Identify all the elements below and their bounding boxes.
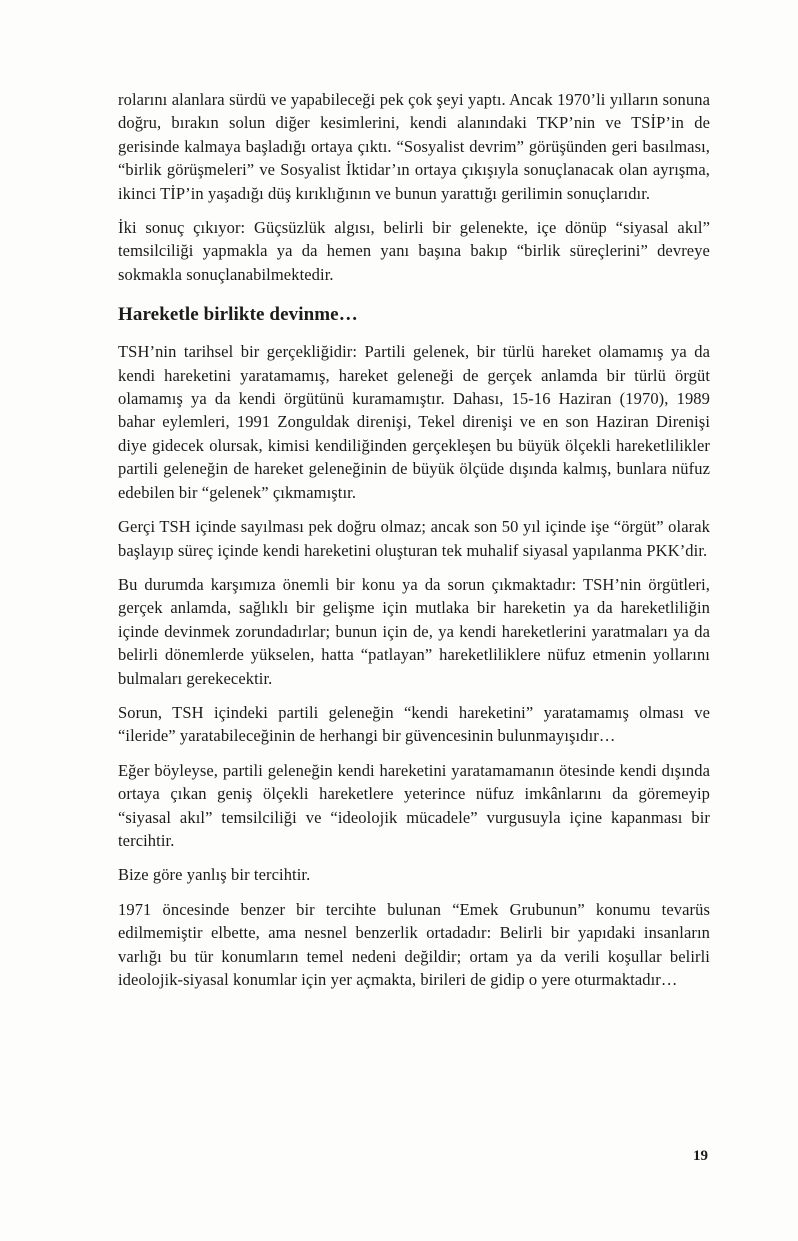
paragraph: Bu durumda karşımıza önemli bir konu ya da sorun çıkmaktadır: TSH’nin örgütleri, gerçek anlamda, sağlıklı bir gelişme için mutlaka bir hareketin ya da hareketliliğin içinde devinmek zorundadırlar; bunun için de, ya kendi hareketlerini yaratmaları ya da belirli dönemlerde yükselen, hatta “patlayan” hareketliliklere nüfuz etmenin yollarını bulmaları gerekecektir. (118, 574, 710, 688)
paragraph: Eğer böyleyse, partili geleneğin kendi hareketini yaratamamanın ötesinde kendi dışında ortaya çıkan geniş ölçekli hareketlere yeterince nüfuz imkânlarını da göremeyip “siyasal akıl” temsilciliği ve “ideolojik mücadele” vurgusuyla içine kapanması bir tercihtir. (118, 760, 710, 850)
paragraph: İki sonuç çıkıyor: Güçsüzlük algısı, belirli bir gelenekte, içe dönüp “siyasal akıl” temsilciliği yapmakla ya da hemen yanı başına bakıp “birlik süreçlerini” devreye sokmakla sonuçlanabilmektedir. (118, 218, 710, 284)
paragraph: Bize göre yanlış bir tercihtir. (118, 865, 311, 885)
paragraph: 1971 öncesinde benzer bir tercihte bulunan “Emek Grubunun” konumu tevarüs edilmemiştir elbette, ama nesnel benzerlik ortadadır: Belirli bir yapıdaki insanların varlığı bu tür konumların temel nedeni değildir; ortam ya da verili koşullar belirli ideolojik-siyasal konumlar için yer açmakta, birileri de gidip o yere oturmaktadır… (118, 899, 710, 989)
paragraph: TSH’nin tarihsel bir gerçekliğidir: Partili gelenek, bir türlü hareket olamamış ya da kendi hareketini yaratamamış, hareket geleneği de gerçek anlamda bir türlü örgüt olamamış ya da kendi örgütünü kuramamıştır. Dahası, 15-16 Haziran (1970), 1989 bahar eylemleri, 1991 Zonguldak direnişi, Tekel direnişi ve en son Haziran Direnişi diye gidecek olursak, kimisi kendiliğinden gerçekleşen bu büyük ölçekli hareketlilikler partili geleneğin de hareket geleneğinin de büyük ölçüde dışında kalmış, bunlara nüfuz edebilen bir “gelenek” çıkmamıştır. (118, 342, 710, 502)
section-heading: Hareketle birlikte devinme… (118, 304, 358, 326)
page-number: 19 (693, 1148, 708, 1164)
paragraph: rolarını alanlara sürdü ve yapabileceği pek çok şeyi yaptı. Ancak 1970’li yılların sonuna doğru, bırakın solun diğer kesimlerini, kendi alanındaki TKP’nin ve TSİP’in de gerisinde kalmaya başladığı ortaya çıktı. “Sosyalist devrim” görüşünden geri basılması, “birlik görüşmeleri” ve Sosyalist İktidar’ın ortaya çıkışıyla sonuçlanacak olan ayrışma, ikinci TİP’in yaşadığı düş kırıklığının ve bunun yarattığı gerilimin sonuçlarıdır. (118, 90, 710, 203)
paragraph: Gerçi TSH içinde sayılması pek doğru olmaz; ancak son 50 yıl içinde işe “örgüt” olarak başlayıp süreç içinde kendi hareketini oluşturan tek muhalif siyasal yapılanma PKK’dir. (118, 517, 710, 560)
paragraph: Sorun, TSH içindeki partili geleneğin “kendi hareketini” yaratamamış olması ve “ileride” yaratabileceğinin de herhangi bir güvencesinin bulunmayışıdır… (118, 702, 710, 746)
text-block (118, 88, 710, 1002)
